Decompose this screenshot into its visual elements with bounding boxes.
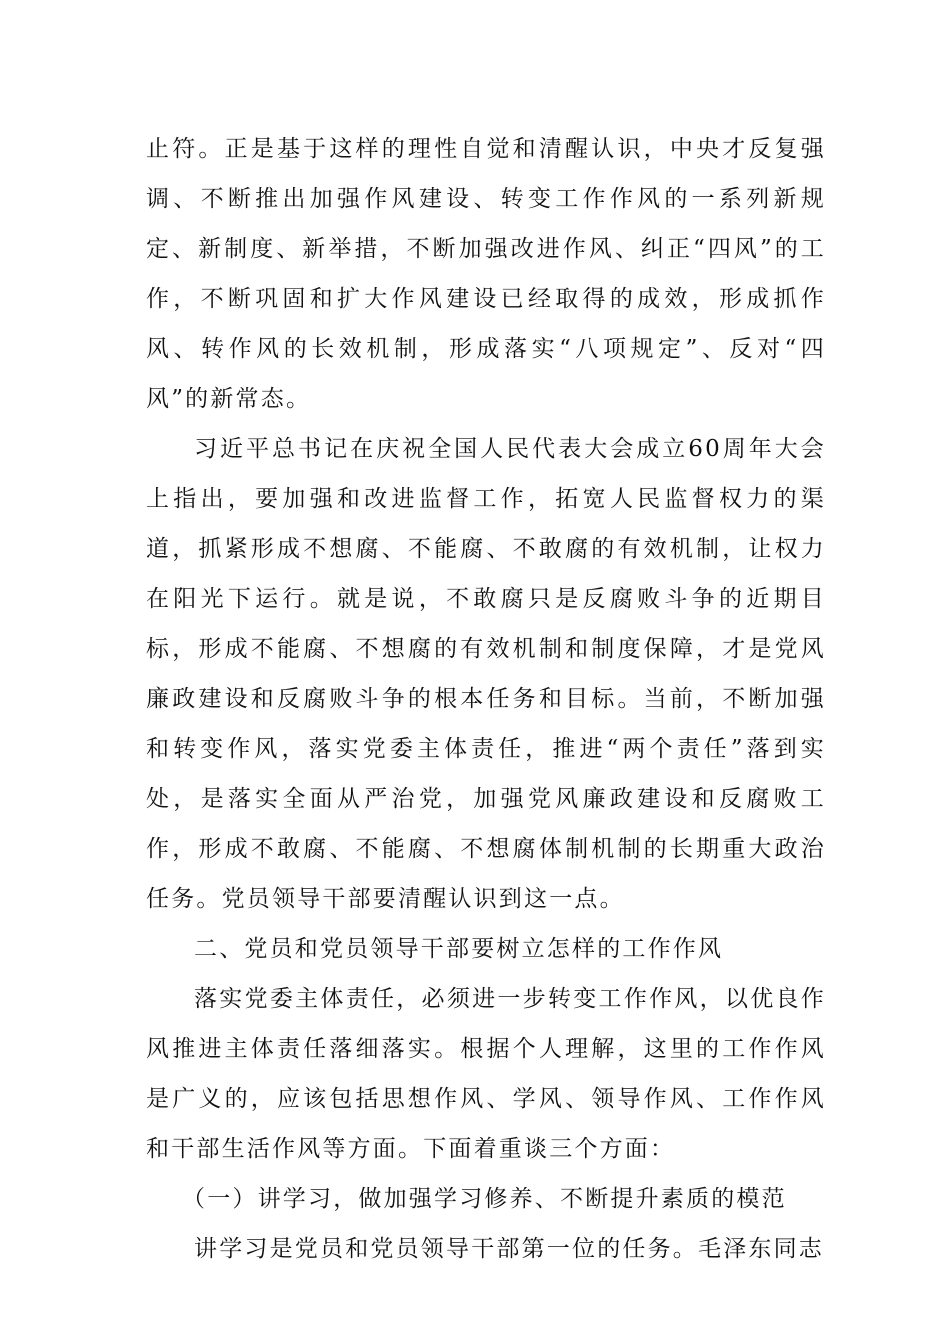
subsection-heading-1: （一）讲学习，做加强学习修养、不断提升素质的模范: [182, 1186, 787, 1212]
document-body: [146, 124, 826, 1274]
paragraph-supervision: 习近平总书记在庆祝全国人民代表大会成立60周年大会上指出，要加强和改进监督工作，拓宽人民监督权力的渠道，抓紧形成不想腐、不能腐、不敢腐的有效机制，让权力在阳光下运行。就是说，不敢腐只是反腐败斗争的近期目标，形成不能腐、不想腐的有效机制和制度保障，才是党风廉政建设和反腐败斗争的根本任务和目标。当前，不断加强和转变作风，落实党委主体责任，推进“两个责任”落到实处，是落实全面从严治党，加强党风廉政建设和反腐败工作，形成不敢腐、不能腐、不想腐体制机制的长期重大政治任务。党员领导干部要清醒认识到这一点。: [146, 436, 826, 912]
section-heading-2: 二、党员和党员领导干部要树立怎样的工作作风: [194, 936, 724, 962]
paragraph-study: 讲学习是党员和党员领导干部第一位的任务。毛泽东同志: [194, 1236, 824, 1262]
paragraph-continuation: 止符。正是基于这样的理性自觉和清醒认识，中央才反复强调、不断推出加强作风建设、转变工作作风的一系列新规定、新制度、新举措，不断加强改进作风、纠正“四风”的工作，不断巩固和扩大作风建设已经取得的成效，形成抓作风、转作风的长效机制，形成落实“八项规定”、反对“四风”的新常态。: [146, 136, 826, 412]
paragraph-work-style: 落实党委主体责任，必须进一步转变工作作风，以优良作风推进主体责任落细落实。根据个人理解，这里的工作作风是广义的，应该包括思想作风、学风、领导作风、工作作风和干部生活作风等方面。下面着重谈三个方面：: [146, 986, 826, 1162]
